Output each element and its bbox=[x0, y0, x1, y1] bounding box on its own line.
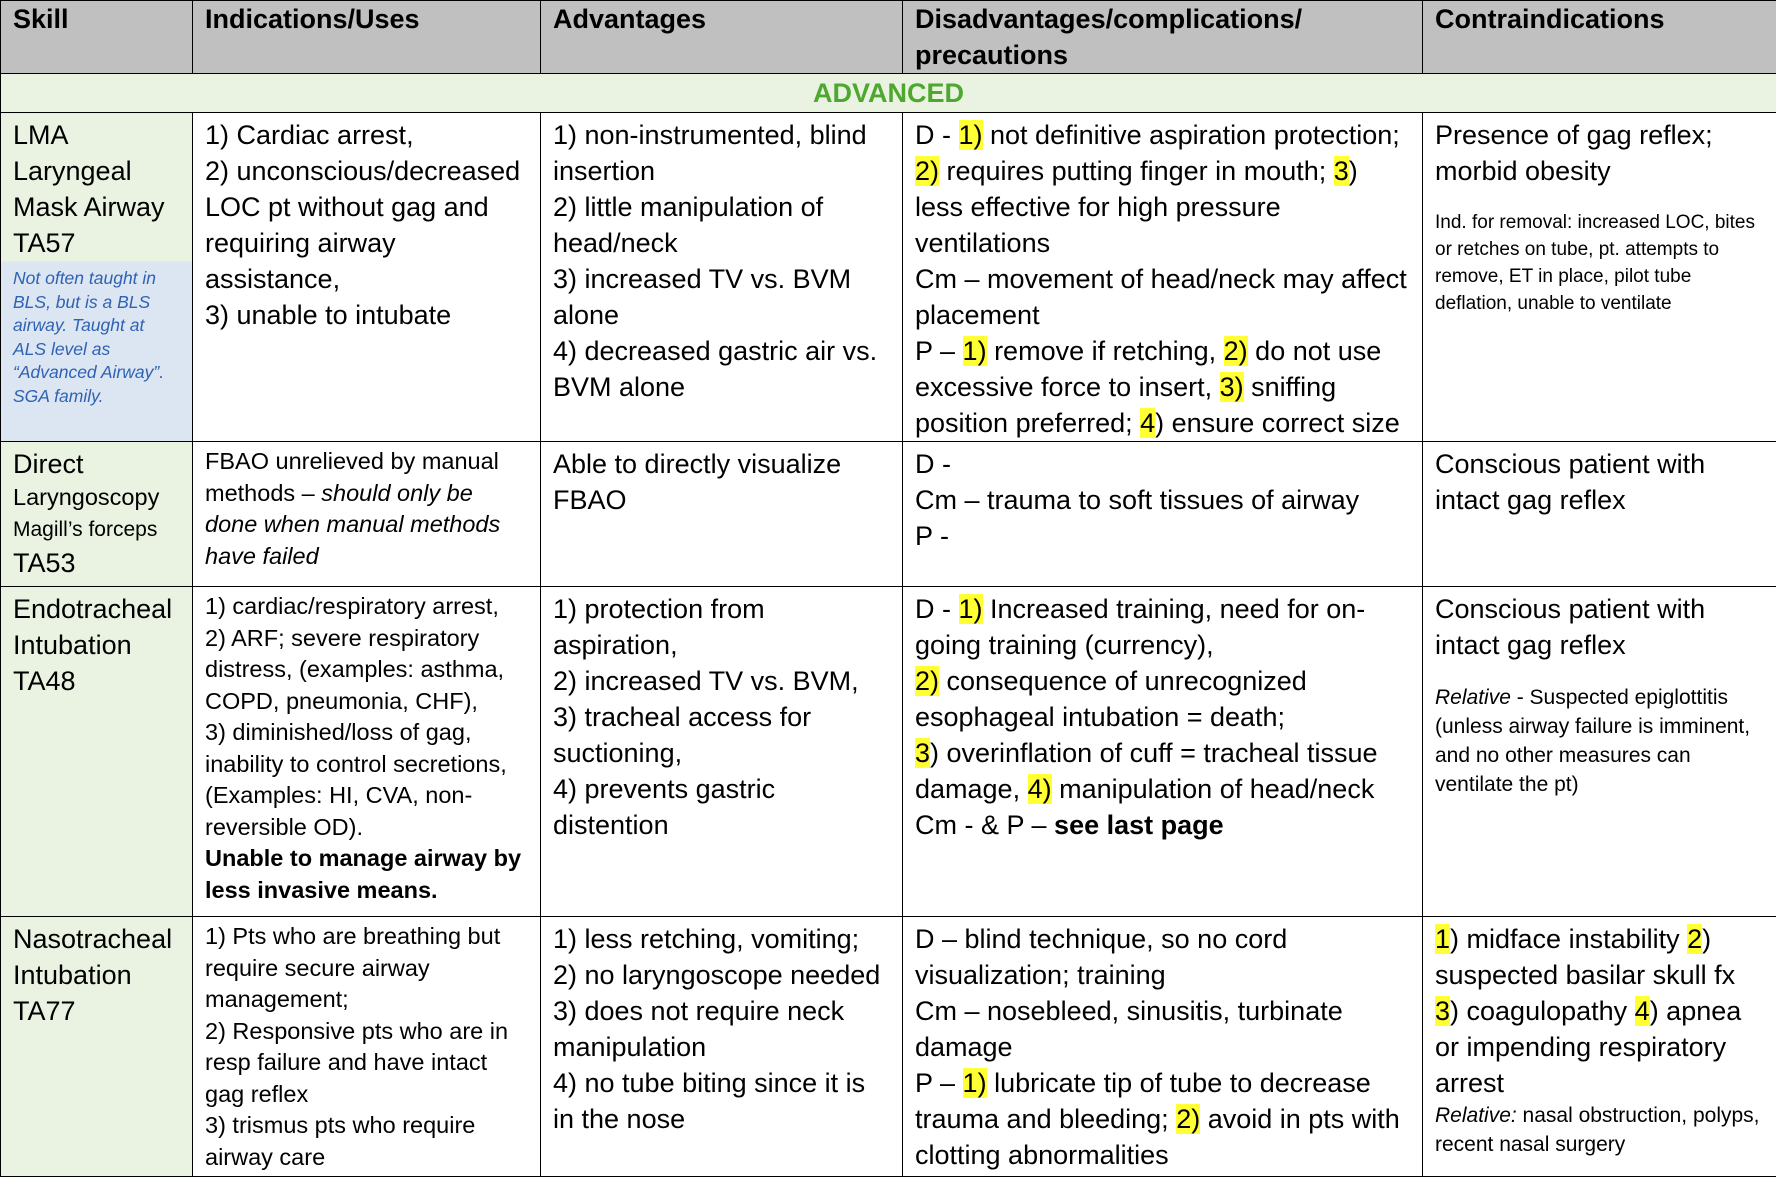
list-item: 3) does not require neck manipulation bbox=[553, 993, 890, 1065]
text: ) ensure correct size bbox=[1155, 408, 1400, 438]
list-item: 1) Cardiac arrest, bbox=[205, 117, 528, 153]
list-item: 3) diminished/loss of gag, inability to control secretions, (Examples: HI, CVA, non-reversible OD). bbox=[205, 717, 528, 843]
list-item: 2) little manipulation of head/neck bbox=[553, 189, 890, 261]
text: ) apnea or impending respiratory arrest bbox=[1435, 996, 1741, 1098]
italic-text: should only be done when manual methods have failed bbox=[205, 480, 500, 569]
list-item: 3) trismus pts who require airway care bbox=[205, 1110, 528, 1173]
skill-code: TA48 bbox=[13, 663, 180, 699]
list-item: 1) non-instrumented, blind insertion bbox=[553, 117, 890, 189]
text: Able to directly visualize FBAO bbox=[553, 449, 841, 515]
skill-name-line: Endotracheal bbox=[13, 591, 180, 627]
list-item: 3) tracheal access for suctioning, bbox=[553, 699, 890, 771]
skill-name-line: Laryngeal bbox=[13, 153, 180, 189]
text: do not use excessive force to insert, bbox=[915, 336, 1381, 402]
text: Increased training, need for on-going training (currency), bbox=[915, 594, 1365, 660]
indications-cell-nti bbox=[193, 917, 541, 1177]
highlight-number: 3) bbox=[1220, 372, 1244, 402]
contraindication-text: Conscious patient with intact gag reflex bbox=[1435, 591, 1764, 663]
text: consequence of unrecognized esophageal intubation = death; bbox=[915, 666, 1307, 732]
skill-name-line: Mask Airway bbox=[13, 189, 180, 225]
precaution-line bbox=[915, 1065, 1410, 1173]
header-disadvantages: Disadvantages/complications/ precautions bbox=[903, 1, 1423, 74]
skill-note: Not often taught in BLS, but is a BLS airway. Taught at ALS level as “Advanced Airway”. SGA family. bbox=[13, 267, 180, 408]
list-item: 2) increased TV vs. BVM, bbox=[553, 663, 890, 699]
text: ) midface instability bbox=[1450, 924, 1687, 954]
prefix: P – bbox=[915, 336, 963, 366]
contraindications-cell-nti bbox=[1423, 917, 1776, 1177]
relative-label: Relative: bbox=[1435, 1104, 1517, 1127]
header-contraindications: Contraindications bbox=[1423, 1, 1776, 74]
complication-line: Cm – movement of head/neck may affect placement bbox=[915, 261, 1410, 333]
skill-code: TA57 bbox=[13, 225, 180, 261]
text: sniffing position preferred; bbox=[915, 372, 1336, 438]
text: FBAO unrelieved by manual methods – bbox=[205, 448, 499, 506]
skill-cell-dl bbox=[1, 442, 193, 587]
indications-cell-dl bbox=[193, 442, 541, 587]
skill-name-line: Direct bbox=[13, 446, 180, 482]
complication-line: Cm – trauma to soft tissues of airway bbox=[915, 482, 1410, 518]
list-item: 4) decreased gastric air vs. BVM alone bbox=[553, 333, 890, 405]
highlight-number: 1) bbox=[959, 594, 983, 624]
disadvantage-line bbox=[915, 591, 1410, 663]
table-row-lma bbox=[1, 113, 1776, 442]
section-row bbox=[1, 74, 1776, 113]
contraindication-text: Conscious patient with intact gag reflex bbox=[1435, 449, 1705, 515]
contraindications-cell-dl bbox=[1423, 442, 1776, 587]
disadvantages-cell-nti bbox=[903, 917, 1423, 1177]
header-advantages: Advantages bbox=[541, 1, 903, 74]
list-item: 2) unconscious/decreased LOC pt without gag and requiring airway assistance, bbox=[205, 153, 528, 297]
list-item: 2) ARF; severe respiratory distress, (examples: asthma, COPD, pneumonia, CHF), bbox=[205, 623, 528, 718]
highlight-number: 1 bbox=[1435, 924, 1450, 954]
indications-cell-lma bbox=[193, 113, 541, 442]
relative-label: Relative bbox=[1435, 686, 1511, 709]
prefix: D - bbox=[915, 594, 959, 624]
advantages-cell-nti bbox=[541, 917, 903, 1177]
skill-cell-nti bbox=[1, 917, 193, 1177]
skill-name-line: Laryngoscopy bbox=[13, 482, 180, 514]
complication-line: Cm – nosebleed, sinusitis, turbinate damage bbox=[915, 993, 1410, 1065]
disadvantage-line: D – blind technique, so no cord visualization; training bbox=[915, 921, 1410, 993]
advantages-cell-ett bbox=[541, 587, 903, 917]
prefix: D - bbox=[915, 120, 959, 150]
text: lubricate tip of tube to decrease trauma and bleeding; bbox=[915, 1068, 1371, 1134]
list-item: 1) Pts who are breathing but require secure airway management; bbox=[205, 921, 528, 1016]
header-skill: Skill bbox=[1, 1, 193, 74]
text: nasal obstruction, polyps, recent nasal surgery bbox=[1435, 1104, 1760, 1156]
table-row-nasotracheal bbox=[1, 917, 1776, 1177]
list-item: 1) protection from aspiration, bbox=[553, 591, 890, 663]
highlight-number: 3 bbox=[1334, 156, 1349, 186]
list-item: 3) unable to intubate bbox=[205, 297, 528, 333]
skill-name-line: Intubation bbox=[13, 627, 180, 663]
relative-note bbox=[1435, 683, 1764, 799]
text: - Suspected epiglottitis (unless airway failure is imminent, and no other measures can ventilate the pt) bbox=[1435, 686, 1750, 796]
highlight-number: 2) bbox=[1176, 1104, 1200, 1134]
highlight-number: 1) bbox=[959, 120, 983, 150]
disadvantages-cell-lma bbox=[903, 113, 1423, 442]
disadvantage-line bbox=[915, 663, 1410, 735]
text: ) coagulopathy bbox=[1450, 996, 1635, 1026]
highlight-number: 4) bbox=[1028, 774, 1052, 804]
highlight-number: 2 bbox=[1687, 924, 1702, 954]
highlight-number: 2) bbox=[915, 666, 939, 696]
skill-code: TA77 bbox=[13, 993, 180, 1029]
text: not definitive aspiration protection; bbox=[983, 120, 1400, 150]
complication-precaution-line bbox=[915, 807, 1410, 843]
highlight-number: 1) bbox=[963, 1068, 987, 1098]
highlight-number: 3 bbox=[915, 738, 930, 768]
text: requires putting finger in mouth; bbox=[939, 156, 1334, 186]
disadvantage-line bbox=[915, 117, 1410, 261]
contraindications-cell-ett bbox=[1423, 587, 1776, 917]
text: manipulation of head/neck bbox=[1052, 774, 1375, 804]
skill-cell-lma bbox=[1, 113, 193, 442]
section-advanced: ADVANCED bbox=[1, 74, 1776, 113]
disadvantage-line: D - bbox=[915, 446, 1410, 482]
header-indications: Indications/Uses bbox=[193, 1, 541, 74]
text: ) overinflation of cuff = tracheal tissue damage, bbox=[915, 738, 1378, 804]
list-item: 4) prevents gastric distention bbox=[553, 771, 890, 843]
bold-text: see last page bbox=[1054, 810, 1224, 840]
skill-name-line: Magill’s forceps bbox=[13, 514, 180, 546]
skill-code: TA53 bbox=[13, 545, 180, 581]
table-row-endotracheal bbox=[1, 587, 1776, 917]
skill-name-line: LMA bbox=[13, 117, 180, 153]
highlight-number: 4 bbox=[1635, 996, 1650, 1026]
relative-note bbox=[1435, 1101, 1764, 1159]
advantages-cell-lma bbox=[541, 113, 903, 442]
highlight-number: 3 bbox=[1435, 996, 1450, 1026]
text: avoid in pts with clotting abnormalities bbox=[915, 1104, 1400, 1170]
precaution-line: P - bbox=[915, 518, 1410, 554]
advantages-cell-dl bbox=[541, 442, 903, 587]
highlight-number: 4 bbox=[1140, 408, 1155, 438]
list-item: 1) cardiac/respiratory arrest, bbox=[205, 591, 528, 623]
contraindication-text bbox=[1435, 921, 1764, 1101]
prefix: Cm - & P – bbox=[915, 810, 1054, 840]
contraindications-cell-lma bbox=[1423, 113, 1776, 442]
skill-name-line: Nasotracheal bbox=[13, 921, 180, 957]
list-item: 1) less retching, vomiting; 2) no laryngoscope needed bbox=[553, 921, 890, 993]
text: ) suspected basilar skull fx bbox=[1435, 924, 1735, 990]
disadvantage-line bbox=[915, 735, 1410, 807]
disadvantages-cell-ett bbox=[903, 587, 1423, 917]
indications-cell-ett bbox=[193, 587, 541, 917]
skill-cell-ett bbox=[1, 587, 193, 917]
bold-text: Unable to manage airway by less invasive means. bbox=[205, 843, 528, 906]
skill-name-line: Intubation bbox=[13, 957, 180, 993]
precaution-line bbox=[915, 333, 1410, 441]
table-row-direct-laryngoscopy bbox=[1, 442, 1776, 587]
text: remove if retching, bbox=[987, 336, 1224, 366]
header-row bbox=[1, 1, 1776, 74]
list-item: 4) no tube biting since it is in the nose bbox=[553, 1065, 890, 1137]
prefix: P – bbox=[915, 1068, 963, 1098]
contraindication-text: Presence of gag reflex; morbid obesity bbox=[1435, 117, 1764, 189]
disadvantages-cell-dl bbox=[903, 442, 1423, 587]
list-item: 2) Responsive pts who are in resp failure and have intact gag reflex bbox=[205, 1016, 528, 1111]
text: ) less effective for high pressure ventilations bbox=[915, 156, 1358, 258]
highlight-number: 1) bbox=[963, 336, 987, 366]
highlight-number: 2) bbox=[1224, 336, 1248, 366]
highlight-number: 2) bbox=[915, 156, 939, 186]
removal-note: Ind. for removal: increased LOC, bites or retches on tube, pt. attempts to remove, ET in place, pilot tube deflation, unable to ventilate bbox=[1435, 209, 1764, 317]
list-item: 3) increased TV vs. BVM alone bbox=[553, 261, 890, 333]
